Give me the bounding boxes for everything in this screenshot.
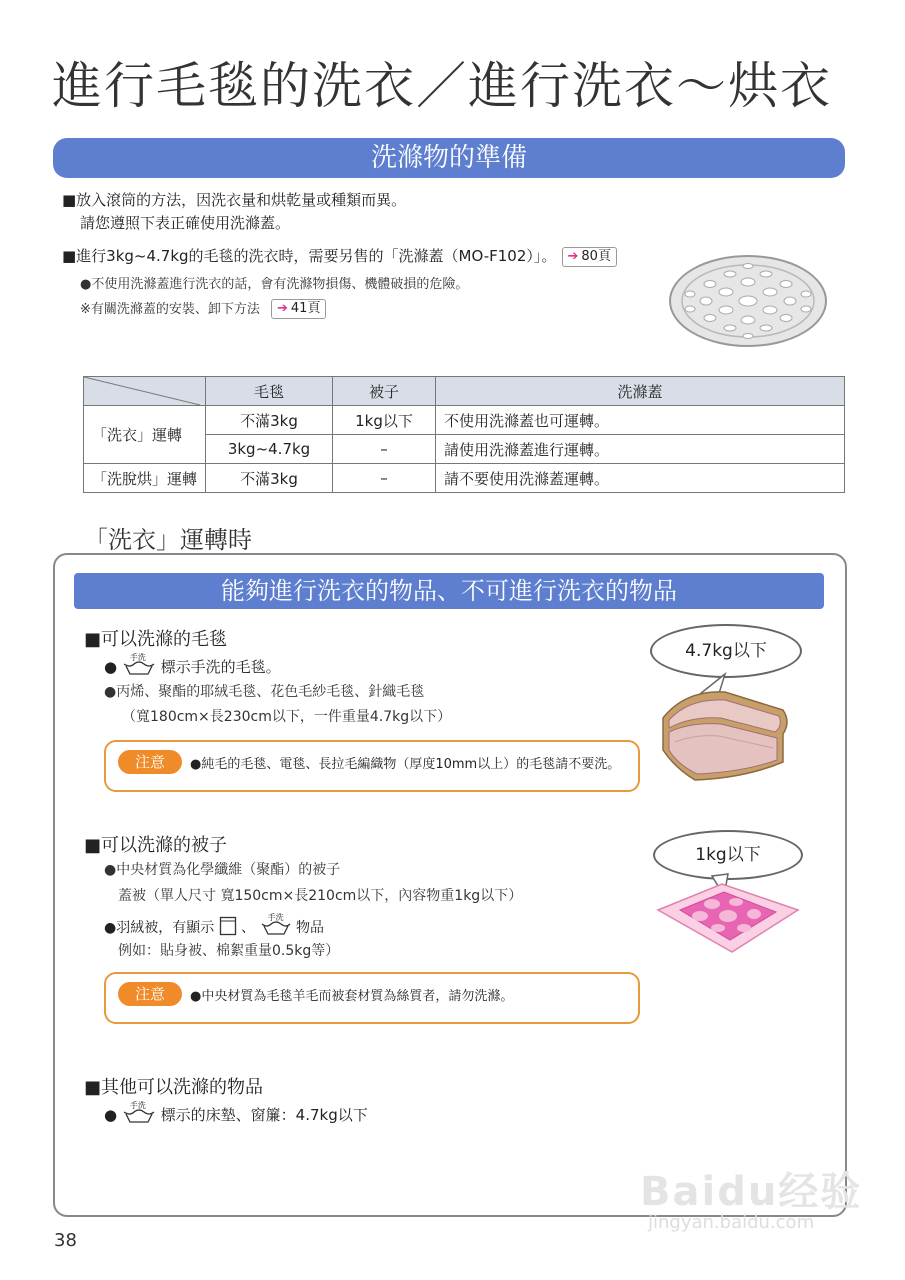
prep-note-2 xyxy=(80,298,326,319)
arrow-right-icon: ➔ xyxy=(277,300,288,316)
quilt-illustration xyxy=(652,870,802,960)
prep-bullet-1: ●不使用洗滌蓋進行洗衣的話，會有洗滌物損傷、機體破損的危險。 xyxy=(80,277,469,292)
table-header-cover: 洗滌蓋 xyxy=(436,377,845,406)
washable-items-band: 能夠進行洗衣的物品、不可進行洗衣的物品 xyxy=(74,573,824,609)
prep-line-2: 請您遵照下表正確使用洗滌蓋。 xyxy=(80,214,291,232)
blanket-bullet-1: ● 手洗 標示手洗的毛毯。 xyxy=(104,653,281,676)
prep-line-1: ■放入滾筒的方法，因洗衣量和烘乾量或種類而異。 xyxy=(62,191,407,209)
blanket-caution-text: ●純毛的毛毯、電毯、長拉毛編織物（厚度10mm以上）的毛毯請不要洗。 xyxy=(190,757,621,772)
page-title: 進行毛毯的洗衣／進行洗衣～烘衣 xyxy=(52,57,832,115)
other-bullet-1: ● 手洗 標示的床墊、窗簾：4.7kg以下 xyxy=(104,1101,368,1124)
table-mode-wash: 「洗衣」運轉 xyxy=(84,406,206,464)
quilt-bullet-3-end: 物品 xyxy=(296,920,325,936)
washable-blanket-title: ■可以洗滌的毛毯 xyxy=(84,629,228,650)
quilt-bullet-3 xyxy=(104,914,324,937)
table-cell: 請使用洗滌蓋進行運轉。 xyxy=(436,435,845,464)
blanket-bullet-3: （寬180cm×長230cm以下，一件重量4.7kg以下） xyxy=(122,709,452,725)
wash-section-heading: 「洗衣」運轉時 xyxy=(84,526,252,554)
quilt-example: 例如：貼身被、棉絮重量0.5kg等） xyxy=(118,943,340,959)
page-ref-label: 41頁 xyxy=(290,300,321,316)
blanket-weight-bubble: 4.7kg以下 xyxy=(650,624,802,678)
other-bullet-1-text: 標示的床墊、窗簾：4.7kg以下 xyxy=(160,1106,368,1124)
hand-wash-icon xyxy=(122,654,156,676)
page-ref-41[interactable] xyxy=(271,299,326,319)
table-header-blanket: 毛毯 xyxy=(206,377,333,406)
table-cell: – xyxy=(333,435,436,464)
table-cell: 1kg以下 xyxy=(333,406,436,435)
table-header-row xyxy=(84,377,845,406)
table-row xyxy=(84,406,845,435)
quilt-caution-text: ●中央材質為毛毯羊毛而被套材質為絲質者，請勿洗滌。 xyxy=(190,989,514,1004)
hand-wash-label: 手洗 xyxy=(267,913,284,922)
quilt-bullet-1: ●中央材質為化學纖維（聚酯）的被子 xyxy=(104,862,341,878)
table-header-quilt: 被子 xyxy=(333,377,436,406)
baidu-watermark-url: jingyan.baidu.com xyxy=(648,1212,815,1233)
quilt-bullet-3-text: ●羽絨被，有顯示 xyxy=(104,920,215,936)
table-cell: 不滿3kg xyxy=(206,406,333,435)
table-cell: 不使用洗滌蓋也可運轉。 xyxy=(436,406,845,435)
cover-usage-table xyxy=(83,376,845,493)
quilt-bullet-3-separator: 、 xyxy=(241,920,256,936)
quilt-caution-box xyxy=(104,972,640,1024)
table-corner-cell xyxy=(84,377,206,406)
page-ref-label: 80頁 xyxy=(581,248,611,264)
tumble-dry-icon xyxy=(219,916,237,936)
blanket-bullet-1-text: 標示手洗的毛毯。 xyxy=(160,658,281,676)
prep-heading: 洗滌物的準備 xyxy=(53,138,845,178)
caution-tag: 注意 xyxy=(118,982,182,1006)
page-number: 38 xyxy=(54,1230,77,1251)
blanket-caution-box xyxy=(104,740,640,792)
arrow-right-icon: ➔ xyxy=(567,248,579,264)
table-cell: 不滿3kg xyxy=(206,464,333,493)
prep-line-3-text: ■進行3kg~4.7kg的毛毯的洗衣時，需要另售的「洗滌蓋（MO-F102）」。 xyxy=(62,247,557,265)
table-cell: 請不要使用洗滌蓋運轉。 xyxy=(436,464,845,493)
hand-wash-label: 手洗 xyxy=(129,653,146,662)
page-ref-80[interactable] xyxy=(562,247,617,267)
prep-note-2-text: ※有關洗滌蓋的安裝、卸下方法 xyxy=(80,302,260,317)
hand-wash-icon xyxy=(122,1102,156,1124)
laundry-cover-illustration xyxy=(668,254,828,348)
table-mode-dry: 「洗脫烘」運轉 xyxy=(84,464,206,493)
blanket-bullet-2: ●丙烯、聚酯的耶絨毛毯、花色毛紗毛毯、針織毛毯 xyxy=(104,684,425,700)
diagonal-line xyxy=(84,377,200,405)
baidu-watermark: Baidu经验 xyxy=(640,1169,863,1215)
other-washable-title: ■其他可以洗滌的物品 xyxy=(84,1077,264,1098)
table-row xyxy=(84,464,845,493)
table-cell: 3kg~4.7kg xyxy=(206,435,333,464)
hand-wash-icon xyxy=(260,914,292,936)
blanket-illustration xyxy=(655,670,795,785)
quilt-weight-bubble: 1kg以下 xyxy=(653,830,803,880)
caution-tag: 注意 xyxy=(118,750,182,774)
table-cell: – xyxy=(333,464,436,493)
prep-line-3 xyxy=(62,245,617,267)
washable-quilt-title: ■可以洗滌的被子 xyxy=(84,835,228,856)
hand-wash-label: 手洗 xyxy=(129,1101,146,1110)
quilt-bullet-2: 蓋被（單人尺寸 寬150cm×長210cm以下，內容物重1kg以下） xyxy=(118,888,523,904)
